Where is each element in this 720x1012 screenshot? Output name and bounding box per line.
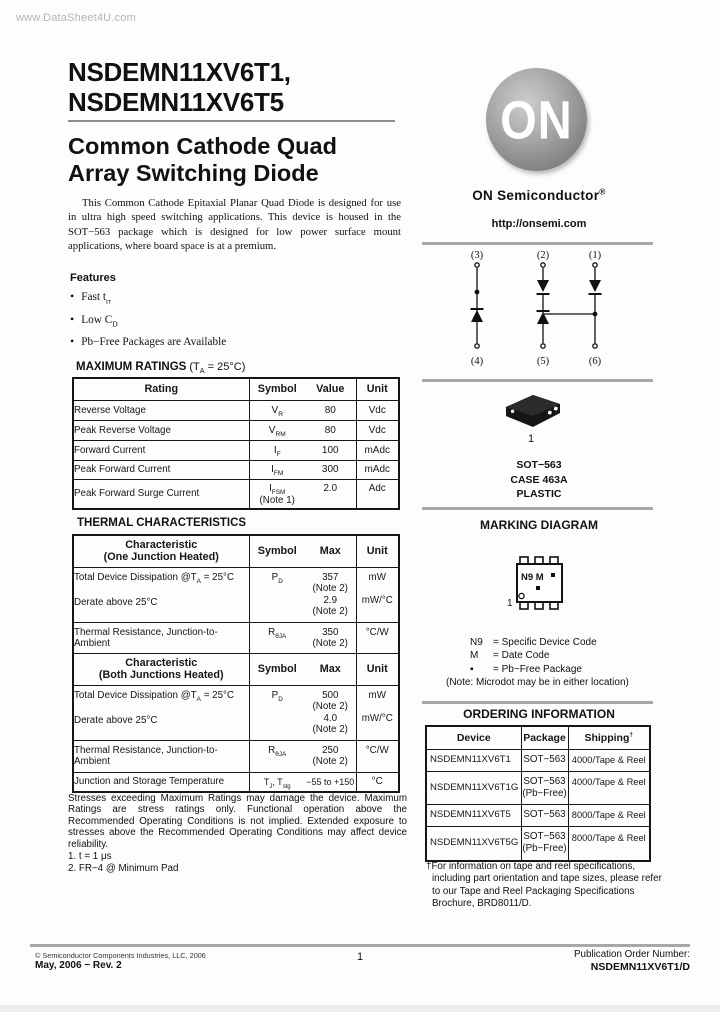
table-row: Reverse Voltage $V_R$ 80 Vdc bbox=[73, 400, 399, 420]
part-numbers bbox=[68, 57, 291, 117]
features-heading: Features bbox=[70, 272, 116, 284]
table-row: NSDEMN11XV6T1G SOT−563 (Pb−Free) 4000/Tape & Reel bbox=[426, 771, 650, 804]
footer-pub-number: NSDEMN11XV6T1/D bbox=[590, 961, 690, 973]
stress-note: Stresses exceeding Maximum Ratings may damage the device. Maximum Ratings are stress ratings only. Functional operation above the Recommended Operating Conditions is not implied. Extended exposure to stresses above the Recommended Operating Conditions may affect device reliability. 1. t = 1 μs 2. FR−4 @ Minimum Pad bbox=[68, 793, 407, 875]
feature-item: • Low $C_D$ bbox=[70, 312, 370, 327]
marking-diagram-drawing bbox=[494, 548, 589, 618]
table-row: Junction and Storage Temperature $T_J$, $T_{stg}$ −55 to +150 °C bbox=[73, 772, 399, 792]
pin-label: (5) bbox=[536, 356, 550, 367]
pin1-label: 1 bbox=[527, 433, 535, 445]
separator-line bbox=[422, 701, 653, 704]
table-row: Peak Forward Current $I_{FM}$ 300 mAdc bbox=[73, 460, 399, 479]
col-value: Value bbox=[305, 378, 356, 400]
separator-line bbox=[422, 507, 653, 510]
sot563-package-drawing bbox=[490, 390, 575, 446]
table-row: NSDEMN11XV6T1 SOT−563 4000/Tape & Reel bbox=[426, 749, 650, 771]
table-row: NSDEMN11XV6T5 SOT−563 8000/Tape & Reel bbox=[426, 804, 650, 826]
footer-copyright: © Semiconductor Components Industries, LLC, 2006 bbox=[35, 951, 206, 960]
marking-code: N9 M bbox=[521, 572, 544, 583]
col-unit: Unit bbox=[356, 378, 399, 400]
legend-item: N9 = Specific Device Code bbox=[470, 637, 597, 648]
col-symbol: Symbol bbox=[249, 378, 305, 400]
col-package: Package bbox=[521, 726, 568, 749]
junction-dot bbox=[475, 290, 480, 295]
marking-legend bbox=[470, 636, 597, 676]
footer-rule bbox=[30, 944, 690, 947]
description-paragraph: This Common Cathode Epitaxial Planar Quad Diode is designed for use in ultra high speed switching applications. This device is housed in the SOT−563 package which is designed for low power surface mount applications, where board space is at a premium. bbox=[68, 197, 401, 252]
table-header-row: Characteristic (One Junction Heated) Symbol Max Unit bbox=[73, 535, 399, 567]
table-row: Thermal Resistance, Junction-to-Ambient $R_{\theta JA}$ 350 (Note 2) °C/W bbox=[73, 622, 399, 653]
feature-item: • Pb−Free Packages are Available bbox=[70, 334, 370, 349]
footnote-2: 2. FR−4 @ Minimum Pad bbox=[68, 863, 179, 875]
marking-diagram-heading: MARKING DIAGRAM bbox=[480, 518, 598, 532]
part-number-2: NSDEMN11XV6T5 bbox=[68, 87, 284, 117]
col-shipping: Shipping† bbox=[568, 726, 650, 749]
table-row: Total Device Dissipation $@T_A = 25^\circ C$ Derate above 25°C $P_D$ 357 (Note 2) 2.9 (Note 2) mW mW/°C bbox=[73, 567, 399, 622]
pbfree-dot bbox=[551, 573, 555, 577]
ordering-footnote: †For information on tape and reel specifications, including part orientation and tape sizes, please refer to our Tape and Reel Packaging Specifications Brochure, BRD8011/D. bbox=[426, 861, 662, 910]
footer-page-number: 1 bbox=[356, 951, 364, 963]
legend-item: M = Date Code bbox=[470, 650, 550, 662]
marking-note: (Note: Microdot may be in either location) bbox=[446, 677, 629, 688]
table-row: Peak Forward Surge Current $I_{FSM}$ (Note 1) 2.0 Adc bbox=[73, 479, 399, 509]
table-row: NSDEMN11XV6T5G SOT−563 (Pb−Free) 8000/Tape & Reel bbox=[426, 826, 650, 861]
table-header-row bbox=[73, 378, 399, 400]
table-row: Peak Reverse Voltage $V_{RM}$ 80 Vdc bbox=[73, 420, 399, 440]
feature-item: • Fast $t_{rr}$ bbox=[70, 289, 370, 304]
ordering-heading: ORDERING INFORMATION bbox=[463, 707, 615, 721]
pin-label: (4) bbox=[470, 356, 484, 367]
max-ratings-table bbox=[72, 377, 400, 510]
thermal-table bbox=[72, 534, 400, 793]
footer-date-rev: May, 2006 − Rev. 2 bbox=[35, 960, 122, 971]
pin-label: (3) bbox=[470, 250, 484, 261]
footnote-1: 1. t = 1 μs bbox=[68, 851, 112, 863]
col-device: Device bbox=[426, 726, 521, 749]
internal-circuit-diagram bbox=[425, 247, 653, 377]
diode-down bbox=[537, 280, 549, 292]
pin1-label: 1 bbox=[507, 598, 513, 609]
pin-label: (1) bbox=[588, 250, 602, 261]
scan-edge-artifact bbox=[0, 1005, 720, 1012]
table-header-row: Characteristic (Both Junctions Heated) Symbol Max Unit bbox=[73, 653, 399, 685]
table-row: Forward Current $I_F$ 100 mAdc bbox=[73, 440, 399, 460]
footer-pub-label: Publication Order Number: bbox=[574, 949, 690, 960]
brand-name: ON Semiconductor® bbox=[472, 186, 606, 203]
ordering-table bbox=[425, 725, 651, 862]
pin-label: (6) bbox=[588, 356, 602, 367]
thermal-heading: THERMAL CHARACTERISTICS bbox=[77, 517, 247, 529]
on-semiconductor-logo bbox=[486, 68, 587, 171]
legend-item: ▪ = Pb−Free Package bbox=[470, 663, 582, 675]
package-name-block: SOT−563 CASE 463A PLASTIC bbox=[510, 459, 568, 500]
junction-dot bbox=[593, 312, 598, 317]
table-row: Thermal Resistance, Junction-to-Ambient $R_{\theta JA}$ 250 (Note 2) °C/W bbox=[73, 740, 399, 772]
page-title: Common Cathode Quad Array Switching Diode bbox=[68, 133, 337, 186]
pin-label: (2) bbox=[536, 250, 550, 261]
title-rule bbox=[68, 120, 395, 122]
watermark: www.DataSheet4U.com bbox=[16, 12, 136, 24]
separator-line bbox=[422, 379, 653, 382]
table-row: Total Device Dissipation $@T_A = 25^\circ C$ Derate above 25°C $P_D$ 500 (Note 2) 4.0 (Note 2) mW mW/°C bbox=[73, 685, 399, 740]
part-number-1: NSDEMN11XV6T1, bbox=[68, 57, 291, 87]
diode-up bbox=[471, 310, 483, 322]
col-rating: Rating bbox=[73, 378, 249, 400]
diode-down bbox=[589, 280, 601, 292]
brand-url: http://onsemi.com bbox=[491, 218, 587, 230]
max-ratings-heading: MAXIMUM RATINGS $(T_A = 25^\circ C)$ bbox=[76, 361, 246, 376]
on-logo-text: ON bbox=[500, 89, 573, 150]
separator-line bbox=[422, 242, 653, 245]
microdot bbox=[536, 586, 540, 590]
registered-mark: ® bbox=[599, 186, 606, 197]
features-list bbox=[70, 289, 370, 357]
table-header-row bbox=[426, 726, 650, 749]
